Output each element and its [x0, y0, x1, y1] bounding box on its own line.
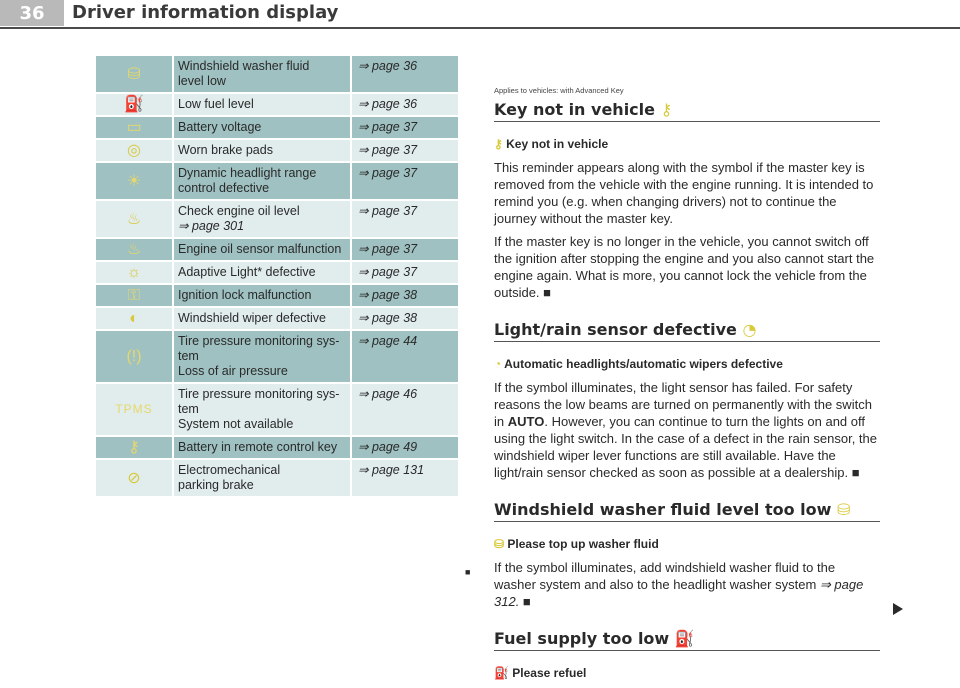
- page-reference[interactable]: ⇒ page 44: [352, 331, 458, 382]
- icon-cell: [96, 262, 172, 283]
- description-line: tem: [178, 349, 199, 363]
- key-icon: ⚷: [494, 137, 503, 151]
- page-reference[interactable]: ⇒ page 37: [352, 262, 458, 283]
- description-cell: [174, 460, 350, 496]
- table-row: [96, 201, 462, 237]
- description-cell: [174, 262, 350, 283]
- page-number: 36: [0, 0, 64, 26]
- page-reference[interactable]: ⇒ page 37: [352, 117, 458, 138]
- page-reference[interactable]: ⇒ page 37: [352, 239, 458, 260]
- text: If the symbol illuminates, add windshield washer fluid to the washer system and also to the headlight washer system: [494, 560, 836, 592]
- description-line: Dynamic headlight range: [178, 166, 317, 180]
- subhead-text: Please refuel: [512, 666, 587, 680]
- fuel-pump-icon: ⛽: [674, 629, 695, 648]
- fuel-pump-icon: ⛽: [494, 666, 509, 680]
- description-cell: [174, 140, 350, 161]
- page-reference[interactable]: ⇒ page 38: [352, 285, 458, 306]
- description-line: Ignition lock malfunction: [178, 288, 312, 302]
- continue-arrow-icon: [893, 603, 903, 615]
- chapter-title: Driver information display: [72, 2, 339, 23]
- description-line: Tire pressure monitoring sys-: [178, 334, 340, 348]
- section-title-text: Fuel supply too low: [494, 629, 670, 648]
- ignition-key-icon: ⚿: [127, 287, 141, 304]
- text: If the symbol illuminates, the light sensor has failed. For safety reasons the low beams are turned on permanently with the switch in: [494, 380, 872, 429]
- section-title-key-not-in-vehicle: [494, 101, 880, 122]
- table-row: [96, 140, 462, 161]
- header-rule: [0, 27, 960, 29]
- text: . However, you can continue to turn the lights on and off using the light switch. In the case of a defect in the rain sensor, the windshield wiper lever functions are still available. Have the light/rain sensor checked as soon as possible at a dealership. ■: [494, 414, 878, 480]
- fuel-pump-icon: ⛽: [124, 96, 144, 113]
- subhead-text: Automatic headlights/automatic wipers defective: [504, 357, 783, 371]
- icon-cell: [96, 239, 172, 260]
- table-row: [96, 239, 462, 260]
- description-line: Worn brake pads: [178, 143, 273, 157]
- description-cell: [174, 239, 350, 260]
- warning-symbol-table: [96, 56, 462, 498]
- section-title-washer-fluid: [494, 501, 880, 522]
- paragraph: If the master key is no longer in the vehicle, you cannot switch off the ignition after stopping the engine and you also cannot start the engine again. What is more, you cannot lock the vehicle from the outside. ■: [494, 234, 875, 300]
- description-line: Battery voltage: [178, 120, 262, 134]
- icon-cell: [96, 460, 172, 496]
- description-line: Check engine oil level: [178, 204, 300, 218]
- icon-cell: [96, 308, 172, 329]
- icon-cell: [96, 285, 172, 306]
- table-row: [96, 94, 462, 115]
- subhead-text: Key not in vehicle: [506, 137, 609, 151]
- adaptive-light-icon: ☼: [126, 264, 142, 281]
- page-reference: ⇒ page 312.: [494, 577, 864, 609]
- remote-key-battery-icon: ⚷: [128, 439, 140, 456]
- description-line: level low: [178, 74, 226, 88]
- paragraph: This reminder appears along with the symbol if the master key is removed from the vehicle with the engine running. It is intended to remind you (e.g. when changing drivers) not to continue the journey without the master key.: [494, 160, 874, 226]
- subhead-light-rain-sensor: [494, 356, 880, 373]
- description-line: parking brake: [178, 478, 254, 492]
- table-row: [96, 331, 462, 382]
- table-row: [96, 384, 462, 435]
- section-title-text: Light/rain sensor defective: [494, 320, 737, 339]
- description-cell: [174, 384, 350, 435]
- tire-pressure-icon: (!): [126, 348, 142, 365]
- table-row: [96, 56, 462, 92]
- subhead-fuel-supply: [494, 665, 880, 682]
- description-line: Adaptive Light* defective: [178, 265, 316, 279]
- washer-fluid-icon: ⛁: [127, 65, 141, 83]
- table-row: [96, 262, 462, 283]
- description-cell: [174, 201, 350, 237]
- applies-note: Applies to vehicles: with Advanced Key: [494, 86, 624, 95]
- washer-fluid-icon: ⛁: [837, 500, 851, 519]
- page-reference[interactable]: ⇒ page 38: [352, 308, 458, 329]
- icon-cell: [96, 384, 172, 435]
- right-column: [494, 82, 880, 688]
- icon-cell: [96, 331, 172, 382]
- light-rain-sensor-icon: ◔: [742, 320, 757, 339]
- description-line: System not available: [178, 417, 294, 431]
- page-reference[interactable]: ⇒ page 49: [352, 437, 458, 458]
- description-cell: [174, 285, 350, 306]
- icon-cell: [96, 437, 172, 458]
- description-cell: [174, 94, 350, 115]
- icon-cell: [96, 140, 172, 161]
- description-line: Battery in remote control key: [178, 440, 338, 454]
- subhead-washer-fluid: [494, 536, 880, 553]
- description-line: Low fuel level: [178, 97, 254, 111]
- subhead-text: Please top up washer fluid: [507, 537, 659, 551]
- table-row: [96, 437, 462, 458]
- oil-sensor-icon: ♨: [126, 241, 142, 258]
- description-cell: [174, 163, 350, 199]
- page-reference[interactable]: ⇒ page 46: [352, 384, 458, 435]
- description-line: Loss of air pressure: [178, 364, 288, 378]
- subhead-key-not-in-vehicle: [494, 136, 880, 153]
- table-row: [96, 117, 462, 138]
- icon-cell: [96, 56, 172, 92]
- description-cell: [174, 437, 350, 458]
- description-line: control defective: [178, 181, 270, 195]
- paragraph: [494, 379, 880, 481]
- light-rain-sensor-icon: ◔: [494, 357, 502, 371]
- description-line: Windshield wiper defective: [178, 311, 326, 325]
- headlight-range-icon: ☀: [126, 172, 142, 190]
- table-row: [96, 285, 462, 306]
- page-reference[interactable]: ⇒ page 36: [352, 56, 458, 92]
- section-title-text: Key not in vehicle: [494, 100, 655, 119]
- icon-cell: [96, 201, 172, 237]
- end-mark: ■: [519, 594, 531, 609]
- oil-can-icon: ♨: [126, 210, 142, 228]
- page-reference[interactable]: ⇒ page 36: [352, 94, 458, 115]
- auto-label: AUTO: [507, 414, 545, 429]
- table-row: [96, 308, 462, 329]
- description-cell: [174, 56, 350, 92]
- description-line: Engine oil sensor malfunction: [178, 242, 342, 256]
- icon-cell: [96, 94, 172, 115]
- page-reference[interactable]: ⇒ page 37: [352, 163, 458, 199]
- description-cell: [174, 308, 350, 329]
- table-end-mark: ■: [465, 567, 471, 577]
- battery-icon: ▭: [126, 119, 142, 136]
- description-line: Tire pressure monitoring sys-: [178, 387, 340, 401]
- page-reference[interactable]: ⇒ page 37: [352, 140, 458, 161]
- section-title-fuel-supply: [494, 630, 880, 651]
- key-icon: ⚷: [660, 100, 673, 119]
- section-title-light-rain-sensor: [494, 321, 880, 342]
- description-cell: [174, 331, 350, 382]
- page-reference[interactable]: ⇒ page 301: [178, 219, 245, 233]
- parking-brake-icon: ⊘: [127, 469, 141, 487]
- brake-pad-icon: ◎: [127, 142, 141, 159]
- washer-fluid-icon: ⛁: [494, 537, 505, 551]
- table-row: [96, 460, 462, 496]
- description-cell: [174, 117, 350, 138]
- icon-cell: [96, 163, 172, 199]
- description-line: Electromechanical: [178, 463, 281, 477]
- section-title-text: Windshield washer fluid level too low: [494, 500, 832, 519]
- page-reference[interactable]: ⇒ page 131: [352, 460, 458, 496]
- table-row: [96, 163, 462, 199]
- page-reference[interactable]: ⇒ page 37: [352, 201, 458, 237]
- wiper-icon: ◐: [129, 310, 139, 327]
- tpms-text-icon: TPMS: [115, 402, 153, 416]
- icon-cell: [96, 117, 172, 138]
- description-line: Windshield washer fluid: [178, 59, 310, 73]
- paragraph: [494, 559, 880, 610]
- description-line: tem: [178, 402, 199, 416]
